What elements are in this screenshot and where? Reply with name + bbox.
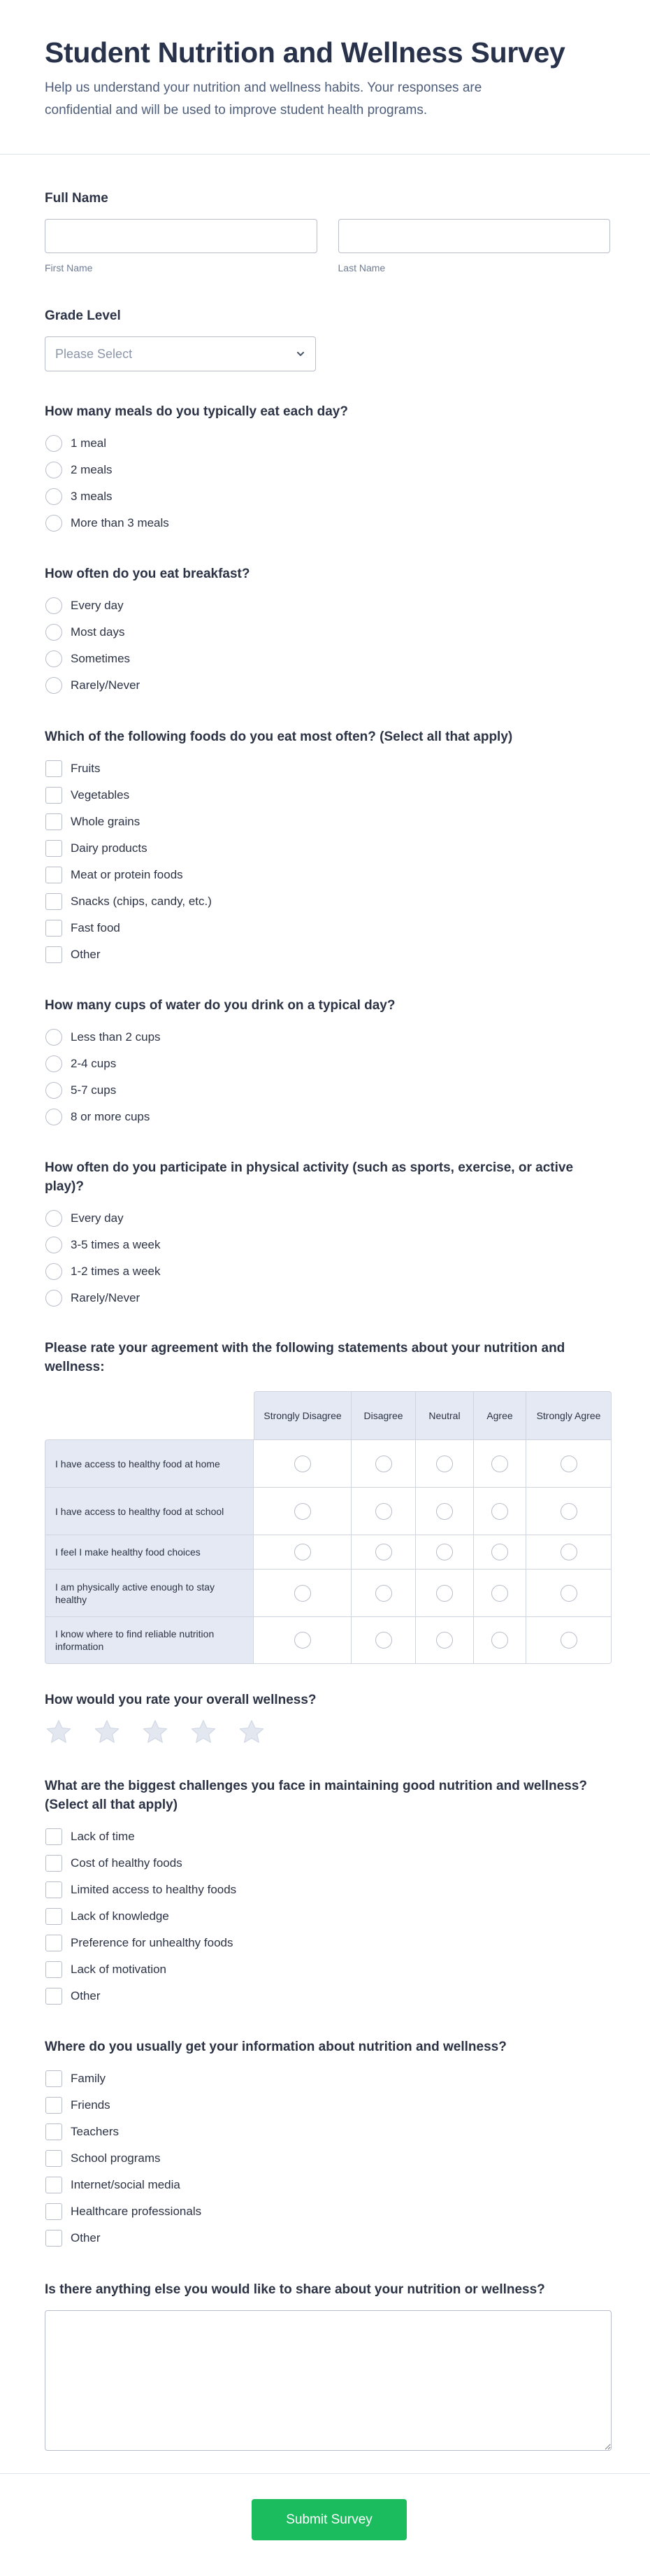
option-label: Lack of knowledge (71, 1909, 169, 1923)
matrix-cell (352, 1535, 416, 1569)
option-label: School programs (71, 2151, 161, 2165)
option-label: Rarely/Never (71, 678, 140, 692)
option-label: Every day (71, 599, 124, 612)
full-name-field (45, 189, 610, 273)
radio-button[interactable] (45, 1237, 62, 1253)
matrix-radio-button[interactable] (436, 1544, 453, 1560)
checkbox[interactable] (45, 840, 62, 857)
agreement-question (45, 1339, 610, 1664)
option-label: Fast food (71, 921, 120, 934)
info-sources-question-label: Where do you usually get your information about nutrition and wellness? (45, 2040, 507, 2054)
matrix-column-header: Disagree (352, 1391, 416, 1439)
chevron-down-icon (296, 349, 305, 359)
matrix-cell (474, 1616, 526, 1664)
matrix-cell (416, 1535, 474, 1569)
checkbox[interactable] (45, 1935, 62, 1951)
matrix-cell (474, 1569, 526, 1616)
agreement-question-label: Please rate your agreement with the following statements about your nutrition and wellness: (45, 1341, 565, 1374)
checkbox[interactable] (45, 1828, 62, 1845)
foods-question (45, 727, 610, 968)
matrix-radio-button[interactable] (436, 1503, 453, 1520)
matrix-radio-button[interactable] (491, 1503, 508, 1520)
option-label: Lack of time (71, 1830, 135, 1843)
option-label: Fruits (71, 762, 101, 775)
radio-button[interactable] (45, 515, 62, 532)
matrix-cell (254, 1439, 352, 1487)
matrix-cell (526, 1569, 612, 1616)
matrix-cell (526, 1616, 612, 1664)
full-name-label: Full Name (45, 191, 108, 206)
matrix-cell (254, 1616, 352, 1664)
option-label: More than 3 meals (71, 516, 169, 529)
matrix-cell (474, 1487, 526, 1535)
radio-button[interactable] (45, 462, 62, 478)
matrix-row (45, 1616, 612, 1664)
radio-button[interactable] (45, 1082, 62, 1099)
radio-option[interactable] (45, 1232, 610, 1258)
matrix-radio-button[interactable] (436, 1632, 453, 1649)
radio-option[interactable] (45, 1024, 610, 1051)
option-label: Dairy products (71, 841, 147, 855)
checkbox[interactable] (45, 1881, 62, 1898)
matrix-radio-button[interactable] (375, 1456, 392, 1472)
matrix-radio-button[interactable] (561, 1585, 577, 1602)
star-icon[interactable] (238, 1719, 265, 1744)
radio-option[interactable] (45, 510, 610, 536)
matrix-cell (254, 1569, 352, 1616)
option-label: Rarely/Never (71, 1291, 140, 1304)
radio-button[interactable] (45, 650, 62, 667)
comments-question-label: Is there anything else you would like to share about your nutrition or wellness? (45, 2282, 545, 2297)
matrix-radio-button[interactable] (294, 1503, 311, 1520)
radio-option[interactable] (45, 1077, 610, 1104)
star-icon[interactable] (45, 1719, 72, 1744)
option-label: Every day (71, 1211, 124, 1225)
matrix-cell (416, 1569, 474, 1616)
checkbox[interactable] (45, 1988, 62, 2005)
radio-option[interactable] (45, 457, 610, 483)
radio-button[interactable] (45, 1029, 62, 1046)
radio-button[interactable] (45, 1055, 62, 1072)
option-label: Healthcare professionals (71, 2205, 202, 2218)
radio-button[interactable] (45, 624, 62, 641)
radio-button[interactable] (45, 1263, 62, 1280)
checkbox-option[interactable] (45, 1850, 610, 1877)
matrix-radio-button[interactable] (491, 1544, 508, 1560)
matrix-row-label: I have access to healthy food at home (45, 1439, 254, 1487)
matrix-radio-button[interactable] (375, 1503, 392, 1520)
checkbox[interactable] (45, 2230, 62, 2247)
matrix-cell (352, 1616, 416, 1664)
radio-button[interactable] (45, 597, 62, 614)
option-label: Snacks (chips, candy, etc.) (71, 895, 212, 908)
meals-question-label: How many meals do you typically eat each day? (45, 404, 348, 419)
checkbox[interactable] (45, 813, 62, 830)
radio-option[interactable] (45, 1051, 610, 1077)
matrix-cell (352, 1569, 416, 1616)
matrix-radio-button[interactable] (561, 1503, 577, 1520)
checkbox-option[interactable] (45, 782, 610, 809)
checkbox-option[interactable] (45, 2225, 610, 2251)
checkbox-option[interactable] (45, 2119, 610, 2145)
matrix-cell (416, 1439, 474, 1487)
challenges-question (45, 1777, 610, 2009)
matrix-radio-button[interactable] (491, 1585, 508, 1602)
checkbox-option[interactable] (45, 755, 610, 782)
matrix-cell (474, 1439, 526, 1487)
grade-level-field (45, 306, 610, 371)
challenges-options (45, 1823, 610, 2009)
foods-options (45, 755, 610, 968)
radio-option[interactable] (45, 1205, 610, 1232)
meals-question (45, 402, 610, 536)
option-label: Whole grains (71, 815, 140, 828)
option-label: Lack of motivation (71, 1963, 167, 1976)
checkbox[interactable] (45, 2203, 62, 2220)
matrix-corner (45, 1391, 254, 1439)
checkbox[interactable] (45, 920, 62, 937)
page-subtitle: Help us understand your nutrition and wellness habits. Your responses are confidential and will be used to improve student health programs. (45, 80, 482, 118)
matrix-cell (254, 1487, 352, 1535)
checkbox-option[interactable] (45, 888, 610, 915)
option-label: 3 meals (71, 490, 113, 503)
matrix-radio-button[interactable] (294, 1585, 311, 1602)
radio-option[interactable] (45, 672, 610, 699)
matrix-cell (526, 1439, 612, 1487)
radio-button[interactable] (45, 488, 62, 505)
breakfast-question (45, 564, 610, 699)
matrix-radio-button[interactable] (294, 1456, 311, 1472)
matrix-row (45, 1569, 612, 1616)
matrix-radio-button[interactable] (375, 1544, 392, 1560)
checkbox-option[interactable] (45, 915, 610, 941)
matrix-cell (526, 1487, 612, 1535)
checkbox[interactable] (45, 946, 62, 963)
option-label: Meat or protein foods (71, 868, 183, 881)
checkbox[interactable] (45, 1855, 62, 1872)
matrix-row-label: I know where to find reliable nutrition information (45, 1616, 254, 1664)
breakfast-question-label: How often do you eat breakfast? (45, 567, 250, 581)
radio-option[interactable] (45, 1285, 610, 1311)
water-question-label: How many cups of water do you drink on a typical day? (45, 998, 396, 1013)
activity-options (45, 1205, 610, 1311)
radio-option[interactable] (45, 1258, 610, 1285)
radio-button[interactable] (45, 677, 62, 694)
checkbox-option[interactable] (45, 1956, 610, 1983)
checkbox[interactable] (45, 760, 62, 777)
radio-option[interactable] (45, 592, 610, 619)
last-name-sublabel: Last Name (338, 262, 386, 273)
matrix-radio-button[interactable] (375, 1585, 392, 1602)
star-rating (45, 1719, 610, 1744)
footer-divider (0, 2473, 650, 2474)
checkbox[interactable] (45, 1908, 62, 1925)
breakfast-options (45, 592, 610, 699)
radio-option[interactable] (45, 1104, 610, 1130)
option-label: Vegetables (71, 788, 130, 802)
challenges-question-label: What are the biggest challenges you face in maintaining good nutrition and wellness? (Select all that apply) (45, 1779, 587, 1812)
checkbox[interactable] (45, 1961, 62, 1978)
checkbox-option[interactable] (45, 809, 610, 835)
matrix-row-label: I have access to healthy food at school (45, 1487, 254, 1535)
checkbox-option[interactable] (45, 2065, 610, 2092)
matrix-cell (474, 1535, 526, 1569)
matrix-column-header: Agree (474, 1391, 526, 1439)
matrix-cell (352, 1487, 416, 1535)
checkbox-option[interactable] (45, 1903, 610, 1930)
comments-textarea[interactable] (45, 2310, 612, 2451)
option-label: Cost of healthy foods (71, 1856, 182, 1870)
radio-button[interactable] (45, 435, 62, 452)
checkbox-option[interactable] (45, 1930, 610, 1956)
checkbox[interactable] (45, 787, 62, 804)
option-label: Other (71, 2231, 101, 2244)
grade-level-select[interactable] (45, 336, 316, 371)
submit-survey-button[interactable]: Submit Survey (252, 2499, 407, 2540)
matrix-column-header: Neutral (416, 1391, 474, 1439)
star-icon[interactable] (94, 1719, 120, 1744)
water-options (45, 1024, 610, 1130)
form-header (0, 0, 650, 155)
info-sources-options (45, 2065, 610, 2251)
option-label: Less than 2 cups (71, 1030, 161, 1044)
matrix-radio-button[interactable] (294, 1632, 311, 1649)
matrix-row (45, 1535, 612, 1569)
option-label: Other (71, 1989, 101, 2002)
checkbox-option[interactable] (45, 2092, 610, 2119)
option-label: 2 meals (71, 463, 113, 476)
matrix-row (45, 1439, 612, 1487)
comments-question (45, 2280, 610, 2451)
option-label: 3-5 times a week (71, 1238, 161, 1251)
checkbox[interactable] (45, 893, 62, 910)
checkbox[interactable] (45, 2150, 62, 2167)
radio-button[interactable] (45, 1109, 62, 1125)
matrix-cell (526, 1535, 612, 1569)
wellness-rating-label: How would you rate your overall wellness? (45, 1693, 317, 1707)
option-label: 1 meal (71, 436, 107, 450)
checkbox-option[interactable] (45, 1983, 610, 2009)
matrix-cell (416, 1616, 474, 1664)
grade-level-selected-value: Please Select (55, 346, 133, 361)
first-name-sublabel: First Name (45, 262, 93, 273)
matrix-radio-button[interactable] (294, 1544, 311, 1560)
matrix-radio-button[interactable] (561, 1632, 577, 1649)
matrix-cell (416, 1487, 474, 1535)
water-question (45, 996, 610, 1130)
matrix-row (45, 1487, 612, 1535)
option-label: 1-2 times a week (71, 1265, 161, 1278)
radio-button[interactable] (45, 1290, 62, 1307)
info-sources-question (45, 2037, 610, 2251)
option-label: Preference for unhealthy foods (71, 1936, 233, 1949)
activity-question-label: How often do you participate in physical activity (such as sports, exercise, or active play)? (45, 1160, 574, 1194)
foods-question-label: Which of the following foods do you eat most often? (Select all that apply) (45, 730, 513, 744)
matrix-column-header: Strongly Disagree (254, 1391, 352, 1439)
grade-level-label: Grade Level (45, 308, 121, 323)
checkbox-option[interactable] (45, 2145, 610, 2172)
checkbox[interactable] (45, 867, 62, 883)
checkbox[interactable] (45, 2070, 62, 2087)
matrix-radio-button[interactable] (561, 1456, 577, 1472)
activity-question (45, 1158, 610, 1311)
matrix-row-label: I feel I make healthy food choices (45, 1535, 254, 1569)
option-label: Other (71, 948, 101, 961)
checkbox-option[interactable] (45, 2198, 610, 2225)
option-label: 2-4 cups (71, 1057, 117, 1070)
radio-option[interactable] (45, 483, 610, 510)
matrix-radio-button[interactable] (491, 1456, 508, 1472)
last-name-input[interactable] (338, 219, 611, 253)
meals-options (45, 430, 610, 536)
matrix-radio-button[interactable] (436, 1456, 453, 1472)
option-label: 5-7 cups (71, 1083, 117, 1097)
star-icon[interactable] (190, 1719, 217, 1744)
checkbox[interactable] (45, 2097, 62, 2114)
option-label: Teachers (71, 2125, 119, 2138)
matrix-column-header: Strongly Agree (526, 1391, 612, 1439)
checkbox[interactable] (45, 2177, 62, 2193)
matrix-radio-button[interactable] (436, 1585, 453, 1602)
radio-option[interactable] (45, 619, 610, 646)
first-name-input[interactable] (45, 219, 317, 253)
checkbox-option[interactable] (45, 862, 610, 888)
matrix-radio-button[interactable] (375, 1632, 392, 1649)
checkbox-option[interactable] (45, 835, 610, 862)
star-icon[interactable] (142, 1719, 168, 1744)
option-label: Family (71, 2072, 106, 2085)
agreement-matrix (45, 1391, 612, 1664)
checkbox-option[interactable] (45, 941, 610, 968)
option-label: Most days (71, 625, 125, 639)
option-label: Limited access to healthy foods (71, 1883, 237, 1896)
matrix-radio-button[interactable] (491, 1632, 508, 1649)
checkbox-option[interactable] (45, 1877, 610, 1903)
radio-option[interactable] (45, 430, 610, 457)
option-label: Internet/social media (71, 2178, 180, 2191)
matrix-cell (254, 1535, 352, 1569)
option-label: 8 or more cups (71, 1110, 150, 1123)
checkbox-option[interactable] (45, 2172, 610, 2198)
matrix-radio-button[interactable] (561, 1544, 577, 1560)
matrix-row-label: I am physically active enough to stay healthy (45, 1569, 254, 1616)
radio-button[interactable] (45, 1210, 62, 1227)
wellness-rating-question (45, 1691, 610, 1744)
radio-option[interactable] (45, 646, 610, 672)
matrix-cell (352, 1439, 416, 1487)
checkbox-option[interactable] (45, 1823, 610, 1850)
page-title: Student Nutrition and Wellness Survey (45, 36, 565, 69)
option-label: Sometimes (71, 652, 131, 665)
option-label: Friends (71, 2098, 110, 2112)
checkbox[interactable] (45, 2123, 62, 2140)
